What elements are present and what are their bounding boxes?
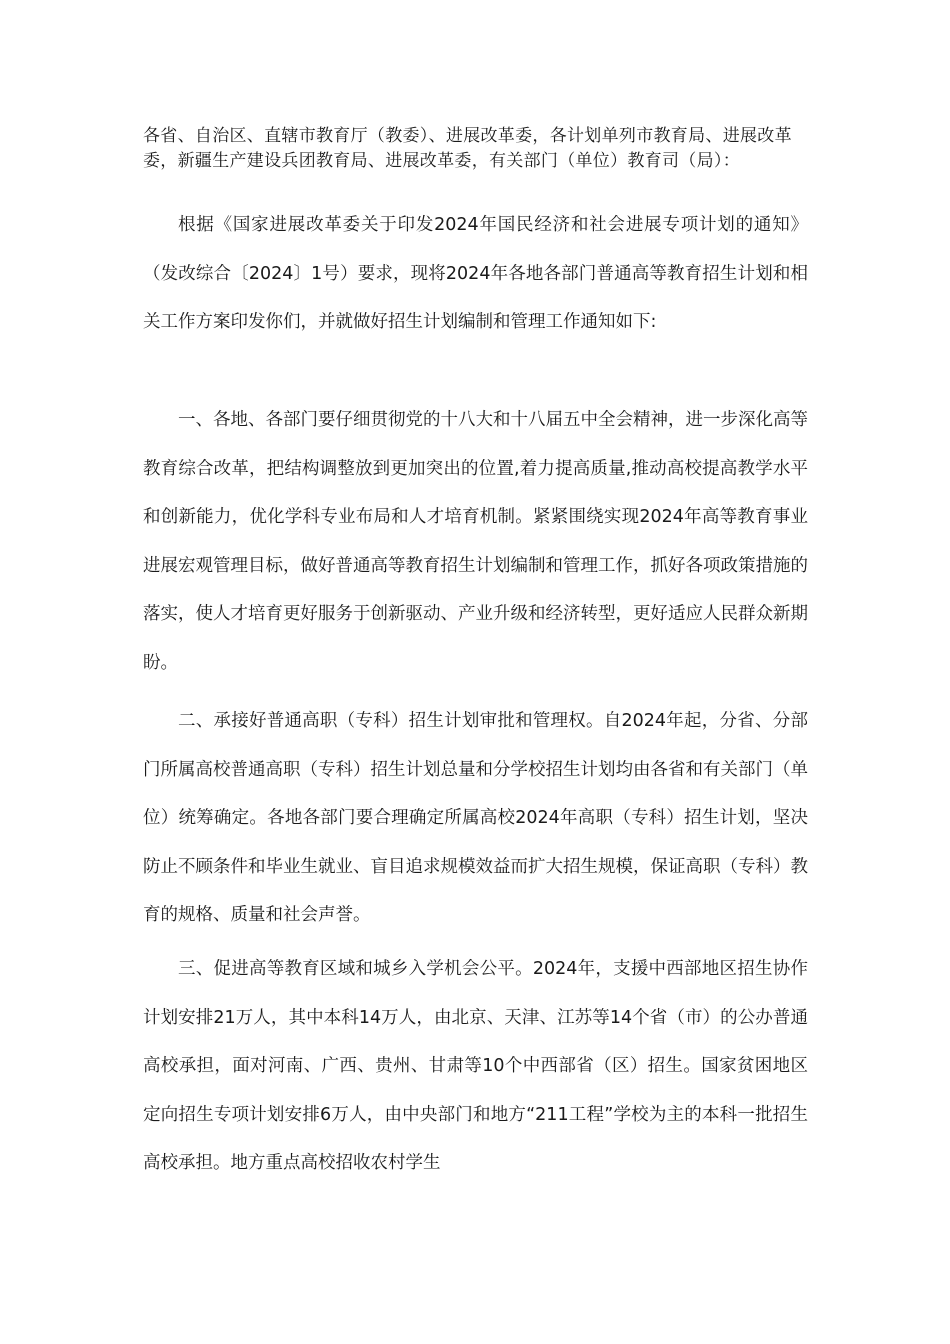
paragraph-section-1: 一、各地、各部门要仔细贯彻党的十八大和十八届五中全会精神，进一步深化高等教育综合改革，把结构调整放到更加突出的位置,着力提高质量,推动高校提高教学水平和创新能力，优化学科专业布局和人才培育机制。紧紧围绕实现2024年高等教育事业进展宏观管理目标，做好普通高等教育招生计划编制和管理工作，抓好各项政策措施的落实，使人才培育更好服务于创新驱动、产业升级和经济转型，更好适应人民群众新期盼。 (143, 410, 808, 673)
paragraph-section-3: 三、促进高等教育区域和城乡入学机会公平。2024年，支援中西部地区招生协作计划安排21万人，其中本科14万人，由北京、天津、江苏等14个省（市）的公办普通高校承担，面对河南、广西、贵州、甘肃等10个中西部省（区）招生。国家贫困地区定向招生专项计划安排6万人，由中央部门和地方“211工程”学校为主的本科一批招生高校承担。地方重点高校招收农村学生 (143, 959, 808, 1174)
paragraph-section-2: 二、承接好普通高职（专科）招生计划审批和管理权。自2024年起，分省、分部门所属高校普通高职（专科）招生计划总量和分学校招生计划均由各省和有关部门（单位）统筹确定。各地各部门要合理确定所属高校2024年高职（专科）招生计划，坚决防止不顾条件和毕业生就业、盲目追求规模效益而扩大招生规模，保证高职（专科）教育的规格、质量和社会声誉。 (143, 711, 808, 926)
paragraph-intro: 根据《国家进展改革委关于印发2024年国民经济和社会进展专项计划的通知》（发改综合〔2024〕1号）要求，现将2024年各地各部门普通高等教育招生计划和相关工作方案印发你们，并就做好招生计划编制和管理工作通知如下: (143, 215, 808, 333)
address-line: 各省、自治区、直辖市教育厅（教委）、进展改革委，各计划单列市教育局、进展改革委，新疆生产建设兵团教育局、进展改革委，有关部门（单位）教育司（局）： (143, 126, 792, 171)
